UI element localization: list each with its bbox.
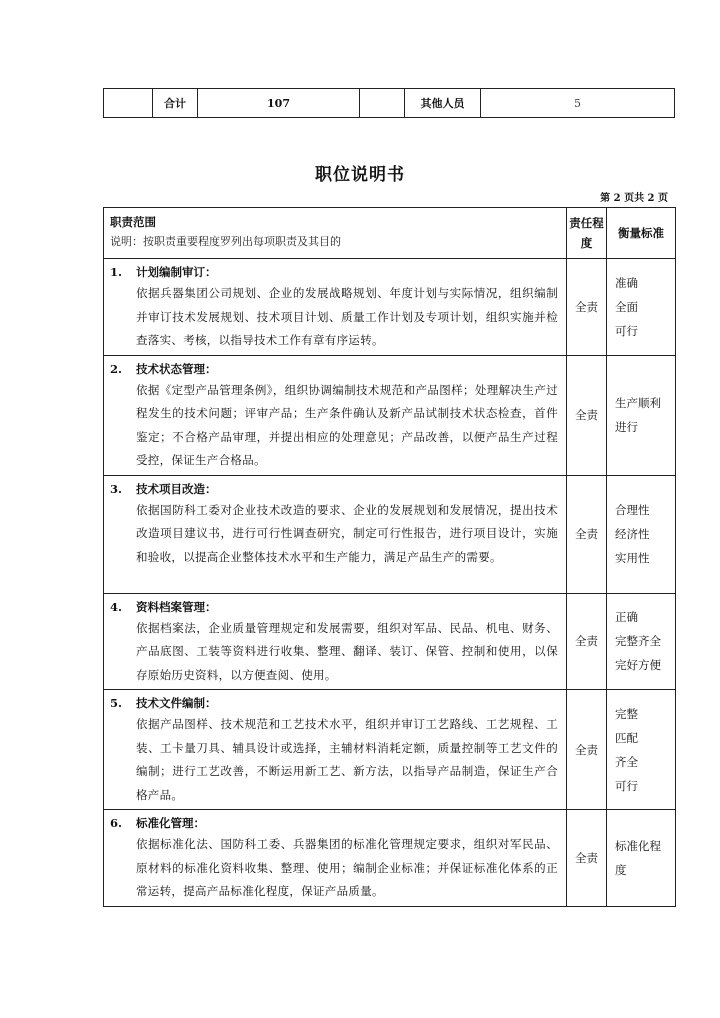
duty-cell [104,475,567,593]
duty-title: 技术文件编制： [136,696,217,710]
measure-item: 完整 [615,706,638,721]
duty-title: 资料档案管理： [136,599,217,614]
page-title: 职位说明书 [315,165,405,185]
measure-item: 全面 [615,299,638,314]
duty-number: 2. [110,361,123,376]
measure-item: 生产顺利 [615,396,661,410]
duty-heading [110,597,558,617]
duty-title: 计划编制审订： [136,265,217,279]
measure-item: 正确 [615,610,638,625]
measure-item: 可行 [615,778,638,793]
duty-title: 标准化管理： [136,816,205,830]
resp-degree-cell: 全责 [567,593,607,690]
resp-degree-cell: 全责 [567,259,607,356]
total-value: 107 [198,89,360,118]
other-staff-value: 5 [481,89,675,118]
scope-header [104,208,567,259]
measure-cell [607,259,676,356]
duty-cell [104,259,567,356]
table-row [104,259,676,356]
table-row [104,355,676,475]
duty-description: 依据标准化法、国防科工委、兵器集团的标准化管理规定要求，组织对军民品、原材料的标准化资料收集、整理、使用；编制企业标准；并保证标准化体系的正常运转，提高产品标准化程度，保证产品质量。 [136,837,558,898]
resp-degree-cell: 全责 [567,475,607,593]
duty-cell [104,355,567,475]
measure-item: 合理性 [615,503,650,517]
duty-heading [110,813,558,833]
measure-item: 进行 [615,420,638,434]
duty-description: 依据《定型产品管理条例》，组织协调编制技术规范和产品图样；处理解决生产过程发生的技术问题；评审产品；生产条件确认及新产品试制技术状态检查，首件鉴定；不合格产品审理，并提出相应的处理意见；产品改善，以便产品生产过程受控，保证生产合格品。 [136,382,558,467]
duty-description: 依据产品图样、技术规范和工艺技术水平，组织并审订工艺路线、工艺规程、工装、工卡量刀具、辅具设计或选择，主辅材料消耗定额，质量控制等工艺文件的编制；进行工艺改善，不断运用新工艺、新方法，以指导产品制造，保证生产合格产品。 [136,717,558,802]
resp-degree-cell: 全责 [567,355,607,475]
duty-heading [110,479,558,499]
duty-heading [110,262,558,282]
measure-item: 完好方便 [615,658,661,673]
duty-heading [110,359,558,379]
measure-cell [607,810,676,907]
summary-empty-cell [360,89,405,118]
measure-item: 度 [615,862,627,877]
measure-item: 齐全 [615,754,638,769]
responsibility-table [103,207,676,907]
table-row [104,810,676,907]
measure-item: 匹配 [615,730,638,745]
other-staff-label: 其他人员 [405,89,481,118]
table-row [104,690,676,810]
summary-empty-cell [104,89,153,118]
measure-item: 经济性 [615,527,650,541]
duty-cell [104,810,567,907]
measure-cell [607,593,676,690]
resp-degree-cell: 全责 [567,810,607,907]
duty-cell [104,690,567,810]
summary-row [104,89,675,118]
summary-table [103,88,675,118]
duty-number: 3. [110,481,123,496]
scope-title: 职责范围 [110,215,156,229]
measure-header: 衡量标准 [607,208,676,259]
duty-number: 5. [110,696,123,710]
measure-cell [607,355,676,475]
measure-cell [607,690,676,810]
measure-item: 可行 [615,323,638,338]
measure-item: 实用性 [615,551,650,565]
resp-degree-header: 责任程度 [567,208,607,259]
table-row [104,475,676,593]
measure-cell [607,475,676,593]
duty-cell [104,593,567,690]
duty-number: 1. [110,265,123,279]
duty-number: 4. [110,599,123,614]
measure-item: 标准化程 [615,838,661,853]
duty-title: 技术状态管理： [136,361,217,376]
duty-heading [110,693,558,713]
table-row [104,593,676,690]
header-row [104,208,676,259]
measure-item: 准确 [615,275,638,290]
scope-description: 说明：按职责重要程度罗列出每项职责及其目的 [110,235,341,248]
duty-description: 依据档案法，企业质量管理规定和发展需要，组织对军品、民品、机电、财务、产品底图、工装等资料进行收集、整理、翻译、装订、保管、控制和使用，以保存原始历史资料，以方便查阅、使用。 [136,620,558,682]
page-number: 第 2 页共 2 页 [600,193,668,204]
duty-number: 6. [110,816,123,830]
measure-item: 完整齐全 [615,634,661,649]
duty-description: 依据兵器集团公司规划、企业的发展战略规划、年度计划与实际情况，组织编制并审订技术发展规划、技术项目计划、质量工作计划及专项计划，组织实施并检查落实、考核，以指导技术工作有章有序运转。 [136,286,558,347]
total-label: 合计 [153,89,198,118]
duty-description: 依据国防科工委对企业技术改造的要求、企业的发展规划和发展情况，提出技术改造项目建议书，进行可行性调查研究，制定可行性报告，进行项目设计，实施和验收，以提高企业整体技术水平和生产能力，满足产品生产的需要。 [136,502,558,564]
duty-title: 技术项目改造： [136,481,217,496]
resp-degree-cell: 全责 [567,690,607,810]
